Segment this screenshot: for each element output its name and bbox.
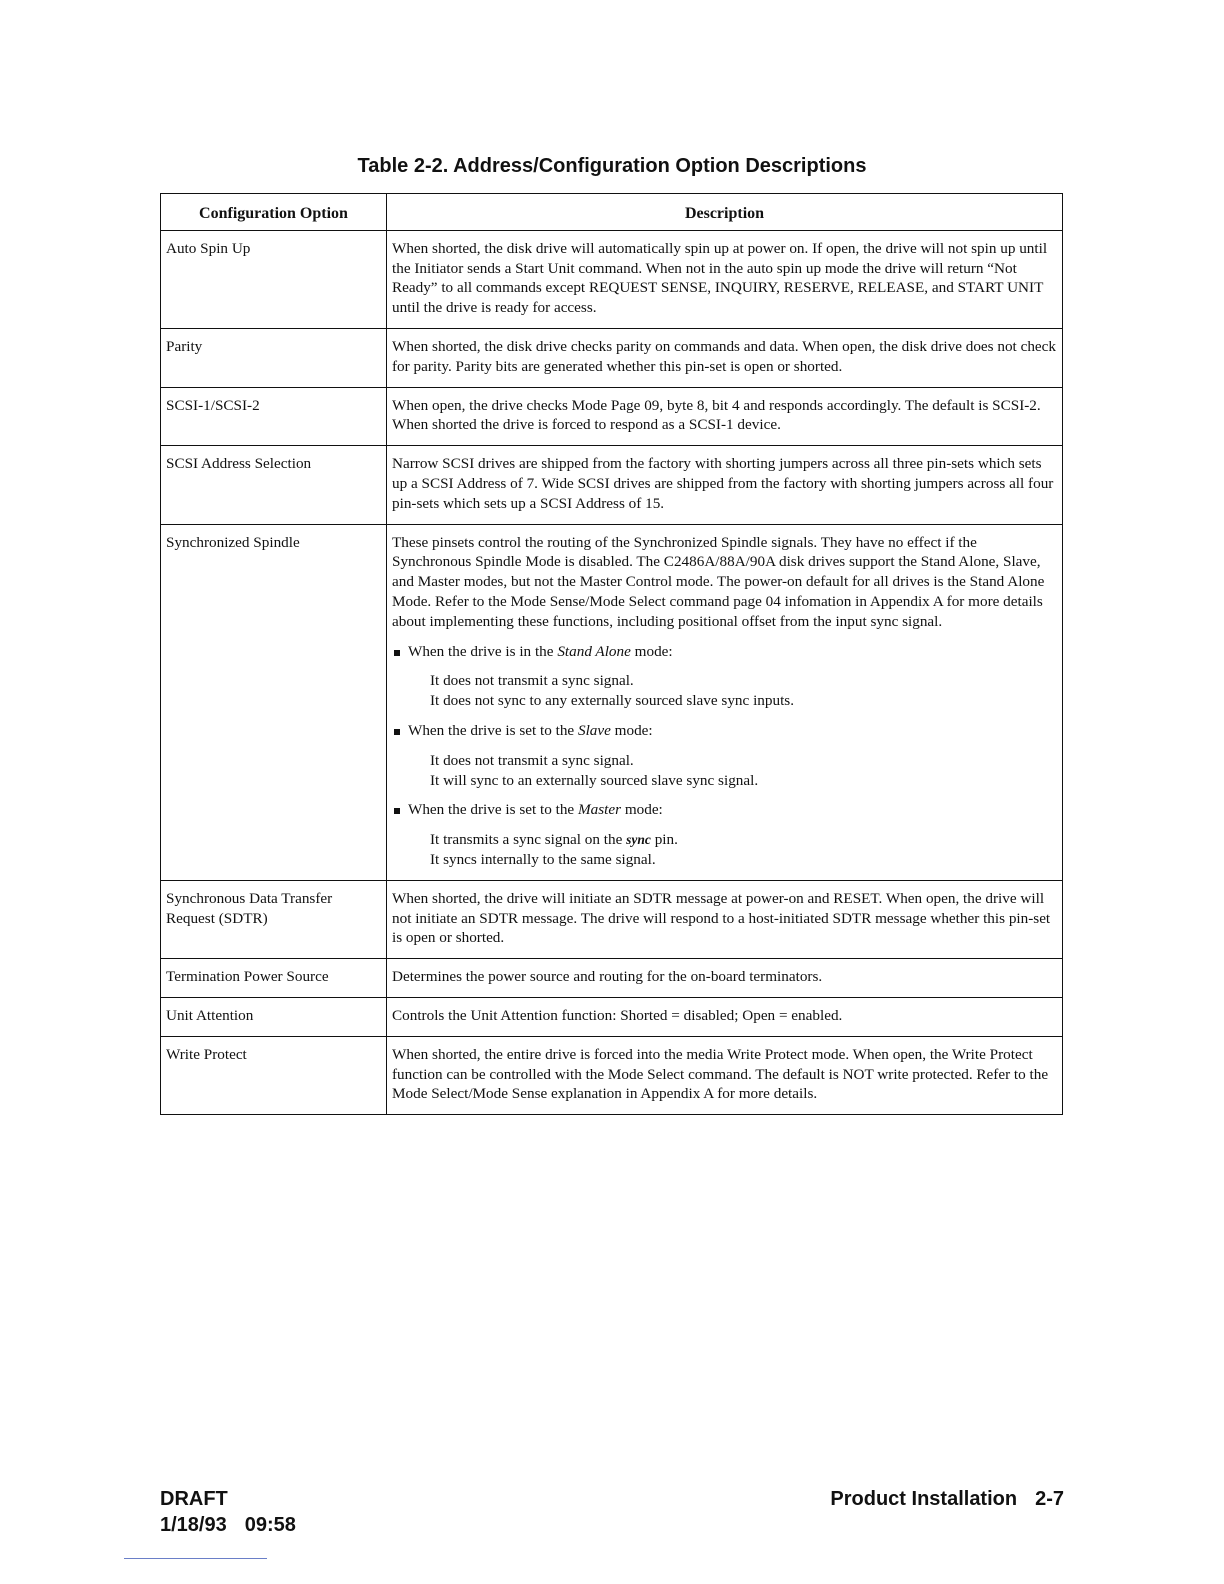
mode-intro-text: mode: — [630, 642, 673, 660]
mode-intro-text: When the drive is set to the — [408, 801, 578, 819]
bullet-square-icon — [394, 729, 400, 735]
mode-bullet-master — [392, 800, 1057, 820]
mode-intro-text: mode: — [610, 721, 653, 739]
column-header-option: Configuration Option — [161, 194, 387, 231]
table-row — [161, 524, 1063, 880]
description-cell: When shorted, the disk drive checks parity on commands and data. When open, the disk drive does not check for parity. Parity bits are generated whether this pin-set is open or shorted. — [387, 328, 1063, 387]
mode-detail-line: It will sync to an externally sourced slave sync signal. — [430, 771, 759, 789]
draft-date: 1/18/93 — [160, 1514, 227, 1536]
description-cell — [387, 524, 1063, 880]
table-row — [161, 230, 1063, 328]
footer-page-info — [830, 1486, 1064, 1512]
mode-intro-text: When the drive is set to the — [408, 721, 578, 739]
mode-name: Stand Alone — [557, 642, 631, 660]
configuration-options-table — [160, 193, 1063, 1115]
mode-intro-text: When the drive is in the — [408, 642, 558, 660]
option-cell: Unit Attention — [161, 997, 387, 1036]
table-row — [161, 959, 1063, 998]
description-cell: Narrow SCSI drives are shipped from the factory with shorting jumpers across all three pin-sets which sets up a SCSI Address of 7. Wide SCSI drives are shipped from the factory with shorting jumpers across all four pin-sets which sets up a SCSI Address of 15. — [387, 446, 1063, 524]
option-cell: Synchronous Data Transfer Request (SDTR) — [161, 880, 387, 958]
table-row — [161, 387, 1063, 446]
description-cell: Controls the Unit Attention function: Shorted = disabled; Open = enabled. — [387, 997, 1063, 1036]
sync-pin-name: sync — [626, 832, 651, 848]
description-cell: When shorted, the entire drive is forced into the media Write Protect mode. When open, the Write Protect function can be controlled with the Mode Select command. The default is NOT write protected. Refer to the Mode Select/Mode Sense explanation in Appendix A for more details. — [387, 1036, 1063, 1114]
table-header-row — [161, 194, 1063, 231]
mode-name: Slave — [577, 721, 611, 739]
mode-detail-line: It transmits a sync signal on the sync pin. — [430, 831, 678, 849]
mode-details — [430, 751, 1057, 791]
bullet-square-icon — [394, 808, 400, 814]
column-header-description: Description — [387, 194, 1063, 231]
description-cell: When open, the drive checks Mode Page 09, byte 8, bit 4 and responds accordingly. The default is SCSI-2. When shorted the drive is forced to respond as a SCSI-1 device. — [387, 387, 1063, 446]
mode-intro-text: mode: — [621, 801, 663, 819]
draft-label: DRAFT — [160, 1488, 228, 1510]
table-row — [161, 446, 1063, 524]
description-cell: When shorted, the disk drive will automatically spin up at power on. If open, the drive will not spin up until the Initiator sends a Start Unit command. When not in the auto spin up mode the drive will return “Not Ready” to all commands except REQUEST SENSE, INQUIRY, RESERVE, RELEASE, and START UNIT until the drive is ready for access. — [387, 230, 1063, 328]
mode-bullet-slave — [392, 721, 1057, 741]
table-row — [161, 997, 1063, 1036]
table-row — [161, 880, 1063, 958]
mode-name: Master — [577, 801, 622, 819]
option-cell: Parity — [161, 328, 387, 387]
option-cell: Termination Power Source — [161, 959, 387, 998]
option-cell: SCSI Address Selection — [161, 446, 387, 524]
option-cell: Write Protect — [161, 1036, 387, 1114]
description-cell: When shorted, the drive will initiate an SDTR message at power-on and RESET. When open, the drive will not initiate an SDTR message. The drive will respond to a host-initiated SDTR message whether this pin-set is open or shorted. — [387, 880, 1063, 958]
mode-details — [430, 830, 1057, 870]
table-title: Table 2-2. Address/Configuration Option Descriptions — [357, 155, 867, 177]
mode-details — [430, 671, 1057, 711]
table-row — [161, 328, 1063, 387]
draft-time: 09:58 — [244, 1514, 296, 1536]
description-cell: Determines the power source and routing for the on-board terminators. — [387, 959, 1063, 998]
footer-draft-stamp — [160, 1486, 296, 1538]
table-row — [161, 1036, 1063, 1114]
mode-detail-line: It does not transmit a sync signal. — [430, 751, 634, 769]
section-name: Product Installation — [830, 1488, 1018, 1510]
mode-detail-line: It syncs internally to the same signal. — [430, 850, 656, 868]
mode-bullet-stand-alone — [392, 642, 1057, 662]
description-text: These pinsets control the routing of the Synchronized Spindle signals. They have no effect if the Synchronous Spindle Mode is disabled. The C2486A/88A/90A disk drives support the Stand Alone, Slave, and Master modes, but not the Master Control mode. The power-on default for all drives is the Stand Alone Mode. Refer to the Mode Sense/Mode Select command page 04 infomation in Appendix A for more details about implementing these functions, including positional offset from the input sync signal. — [392, 533, 1045, 630]
bullet-square-icon — [394, 650, 400, 656]
option-cell: Synchronized Spindle — [161, 524, 387, 880]
footer-rule — [124, 1558, 267, 1559]
page-number: 2-7 — [1035, 1488, 1064, 1510]
mode-detail-line: It does not transmit a sync signal. — [430, 672, 634, 690]
option-cell: SCSI-1/SCSI-2 — [161, 387, 387, 446]
option-cell: Auto Spin Up — [161, 230, 387, 328]
mode-detail-line: It does not sync to any externally sourced slave sync inputs. — [430, 692, 794, 710]
